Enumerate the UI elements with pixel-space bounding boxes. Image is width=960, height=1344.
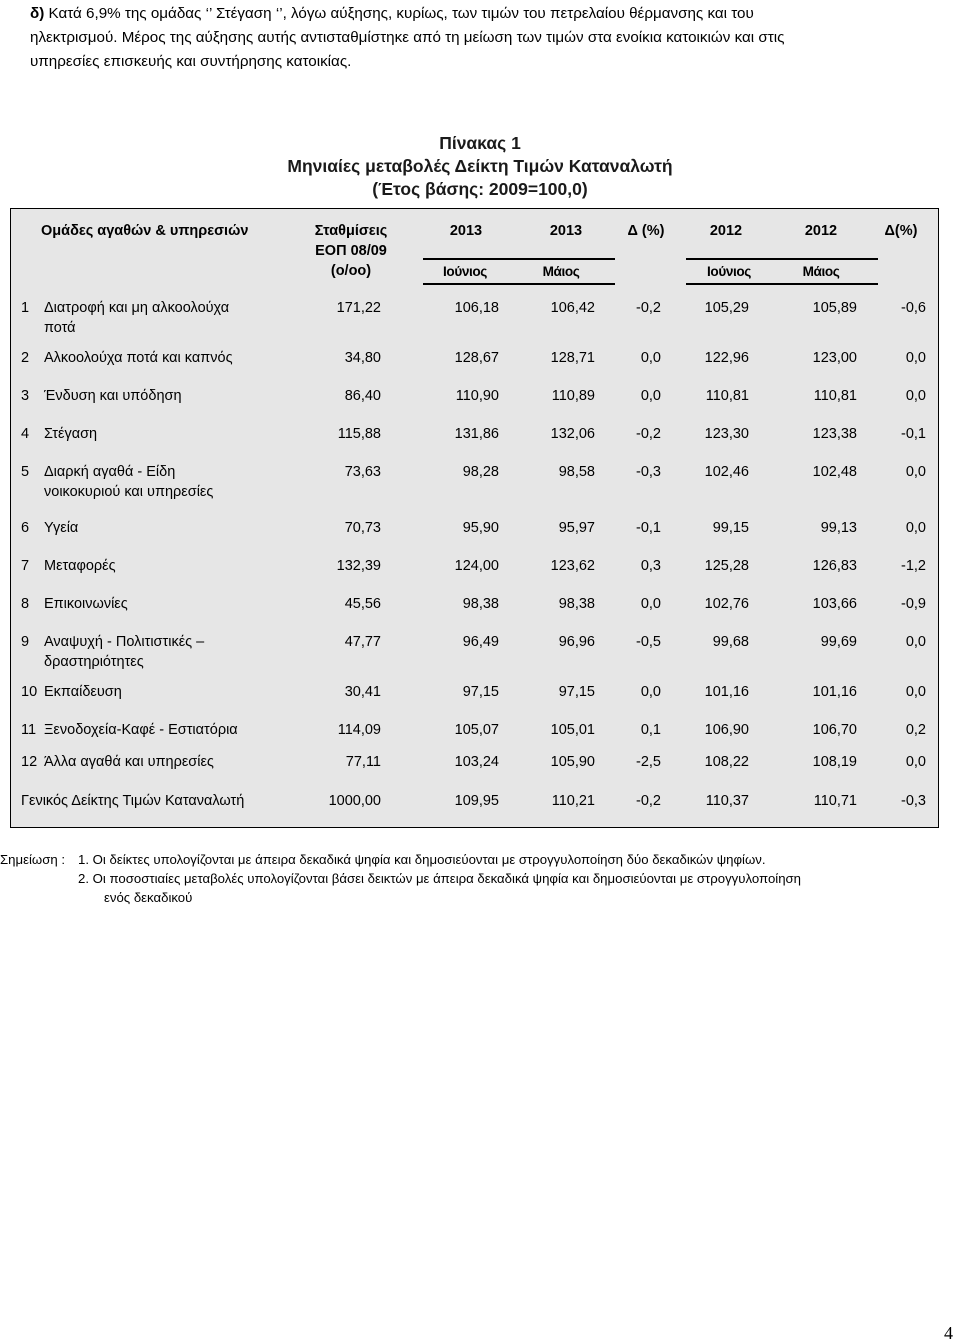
note-2-line-2: ενός δεκαδικού [104, 890, 193, 905]
row-value-jun13: 128,67 [454, 350, 499, 366]
row-value-d2: 0,2 [905, 722, 926, 738]
header-2013-may: 2013 [549, 223, 583, 239]
row-number: 3 [21, 388, 30, 404]
row-value-may12: 99,13 [820, 520, 857, 536]
intro-paragraph [30, 2, 958, 74]
row-value-d2: -1,2 [901, 558, 926, 574]
row-value-weight: 34,80 [344, 350, 381, 366]
row-value-d1: 0,0 [640, 350, 661, 366]
row-number: 10 [21, 684, 38, 700]
row-value-d1: 0,1 [640, 722, 661, 738]
row-value-d1: 0,3 [640, 558, 661, 574]
row-value-may12: 106,70 [812, 722, 857, 738]
note-1: 1. Οι δείκτες υπολογίζονται με άπειρα δεκαδικά ψηφία και δημοσιεύονται με στρογγυλοποίηση δύο δεκαδικών ψηφίων. [78, 852, 766, 867]
header-rule-2013 [423, 258, 615, 260]
row-value-jun13: 97,15 [462, 684, 499, 700]
row-number: 12 [21, 754, 38, 770]
row-number: 5 [21, 464, 30, 480]
row-value-jun13: 124,00 [454, 558, 499, 574]
row-value-may13: 110,89 [551, 388, 595, 404]
header-weights-3: (ο/οο) [330, 263, 372, 279]
total-delta-2012: -0,3 [901, 793, 926, 809]
row-value-d2: -0,9 [901, 596, 926, 612]
row-value-weight: 171,22 [336, 300, 381, 316]
row-value-jun13: 98,38 [462, 596, 499, 612]
row-value-d2: 0,0 [905, 520, 926, 536]
row-value-weight: 47,77 [344, 634, 381, 650]
row-group-name: Υγεία [44, 520, 79, 536]
row-group-name-cont: ποτά [44, 320, 76, 336]
row-value-may13: 132,06 [550, 426, 595, 442]
header-weights-2: ΕΟΠ 08/09 [315, 243, 387, 259]
row-value-weight: 73,63 [344, 464, 381, 480]
row-value-jun12: 110,81 [705, 388, 749, 404]
row-value-jun12: 123,30 [704, 426, 749, 442]
intro-line-2: ηλεκτρισμού. Μέρος της αύξησης αυτής αντισταθμίστηκε από τη μείωση των τιμών στα ενοίκια κατοικιών και στις [30, 29, 785, 46]
table-title-line-3: (Έτος βάσης: 2009=100,0) [372, 179, 588, 199]
row-value-d1: -2,5 [636, 754, 661, 770]
row-group-name: Διαρκή αγαθά - Είδη [44, 464, 176, 480]
row-number: 2 [21, 350, 30, 366]
row-value-jun13: 131,86 [454, 426, 499, 442]
header-2012-june: 2012 [709, 223, 743, 239]
header-rule-2012-bottom [686, 283, 878, 285]
row-value-may12: 101,16 [812, 684, 857, 700]
row-value-may12: 102,48 [812, 464, 857, 480]
row-value-may13: 106,42 [550, 300, 595, 316]
table-title-line-2: Μηνιαίες μεταβολές Δείκτη Τιμών Καταναλωτή [287, 156, 673, 176]
row-group-name: Ξενοδοχεία-Καφέ - Εστιατόρια [44, 722, 238, 738]
row-number: 11 [21, 722, 37, 738]
total-may-2012: 110,71 [813, 793, 857, 809]
row-value-may12: 105,89 [812, 300, 857, 316]
row-group-name-cont: νοικοκυριού και υπηρεσίες [44, 484, 214, 500]
header-delta-2012: Δ(%) [884, 223, 918, 239]
header-may-2012: Μάιος [802, 264, 840, 279]
row-value-d2: 0,0 [905, 388, 926, 404]
row-value-may13: 98,58 [558, 464, 595, 480]
row-value-may13: 105,90 [550, 754, 595, 770]
row-value-may13: 97,15 [558, 684, 595, 700]
row-value-weight: 115,88 [337, 426, 381, 442]
intro-label: δ) [30, 5, 45, 22]
row-value-jun12: 105,29 [704, 300, 749, 316]
row-group-name: Εκπαίδευση [44, 684, 122, 700]
row-value-d1: -0,5 [636, 634, 661, 650]
row-value-jun13: 96,49 [462, 634, 499, 650]
header-rule-2013-bottom [423, 283, 615, 285]
row-group-name: Στέγαση [44, 426, 98, 442]
row-value-may12: 110,81 [813, 388, 857, 404]
row-value-d1: 0,0 [640, 596, 661, 612]
row-value-d1: 0,0 [640, 684, 661, 700]
header-may-2013: Μάιος [542, 264, 580, 279]
header-rule-2012 [686, 258, 878, 260]
row-value-jun13: 98,28 [462, 464, 499, 480]
row-value-jun12: 102,46 [704, 464, 749, 480]
row-number: 8 [21, 596, 30, 612]
row-group-name: Ένδυση και υπόδηση [44, 388, 182, 404]
row-value-may13: 96,96 [558, 634, 595, 650]
row-value-weight: 132,39 [336, 558, 381, 574]
row-value-jun12: 99,68 [712, 634, 749, 650]
row-value-d1: -0,3 [636, 464, 661, 480]
row-value-weight: 45,56 [344, 596, 381, 612]
row-value-jun13: 105,07 [454, 722, 499, 738]
row-value-may12: 126,83 [812, 558, 857, 574]
row-value-d1: -0,2 [636, 300, 661, 316]
row-value-d2: -0,1 [901, 426, 926, 442]
total-weight: 1000,00 [328, 793, 381, 809]
note-2-line-1: 2. Οι ποσοστιαίες μεταβολές υπολογίζονται βάσει δεικτών με άπειρα δεκαδικά ψηφία και δημοσιεύονται με στρογγυλοποίηση [78, 871, 802, 886]
row-value-d2: 0,0 [905, 684, 926, 700]
row-value-jun12: 99,15 [712, 520, 749, 536]
header-2013-june: 2013 [449, 223, 483, 239]
row-group-name: Άλλα αγαθά και υπηρεσίες [44, 754, 214, 770]
total-delta-2013: -0,2 [636, 793, 661, 809]
intro-line-3: υπηρεσίες επισκευής και συντήρησης κατοικίας. [30, 53, 352, 70]
row-value-may13: 95,97 [558, 520, 595, 536]
row-group-name: Αλκοολούχα ποτά και καπνός [44, 350, 233, 366]
row-value-jun13: 106,18 [454, 300, 499, 316]
row-value-d1: -0,2 [636, 426, 661, 442]
total-june-2012: 110,37 [705, 793, 749, 809]
header-weights-1: Σταθμίσεις [314, 223, 388, 239]
intro-line-1: Κατά 6,9% της ομάδας ‘’ Στέγαση ‘’, λόγω αύξησης, κυρίως, των τιμών του πετρελαίου θέρμανσης και του [48, 5, 754, 22]
row-value-d2: 0,0 [905, 634, 926, 650]
row-value-may12: 99,69 [820, 634, 857, 650]
row-value-may13: 98,38 [558, 596, 595, 612]
row-value-jun12: 122,96 [704, 350, 749, 366]
row-value-weight: 114,09 [337, 722, 381, 738]
row-value-jun13: 95,90 [462, 520, 499, 536]
row-group-name: Μεταφορές [44, 558, 116, 574]
row-value-d1: 0,0 [640, 388, 661, 404]
row-value-weight: 86,40 [344, 388, 381, 404]
header-delta-2013: Δ (%) [627, 223, 665, 239]
table-title-line-1: Πίνακας 1 [439, 133, 521, 153]
header-groups: Ομάδες αγαθών & υπηρεσιών [41, 223, 249, 239]
row-value-jun12: 101,16 [704, 684, 749, 700]
row-value-may12: 123,00 [812, 350, 857, 366]
row-value-weight: 70,73 [344, 520, 381, 536]
row-value-jun12: 125,28 [704, 558, 749, 574]
row-value-jun12: 102,76 [704, 596, 749, 612]
row-value-d2: -0,6 [901, 300, 926, 316]
row-group-name: Επικοινωνίες [44, 596, 128, 612]
row-value-may12: 108,19 [812, 754, 857, 770]
row-number: 9 [21, 634, 30, 650]
row-value-d1: -0,1 [636, 520, 661, 536]
row-value-may13: 128,71 [550, 350, 595, 366]
total-june-2013: 109,95 [454, 793, 499, 809]
row-value-may13: 105,01 [550, 722, 595, 738]
table-title [0, 132, 960, 201]
row-number: 1 [21, 300, 30, 316]
row-value-d2: 0,0 [905, 464, 926, 480]
notes-label: Σημείωση : [0, 852, 65, 867]
row-value-weight: 77,11 [345, 754, 381, 770]
header-2012-may: 2012 [804, 223, 838, 239]
row-value-jun12: 108,22 [704, 754, 749, 770]
page-number: 4 [944, 1323, 953, 1343]
row-group-name: Αναψυχή - Πολιτιστικές – [44, 634, 205, 650]
row-value-jun13: 110,90 [455, 388, 499, 404]
row-number: 6 [21, 520, 30, 536]
row-value-d2: 0,0 [905, 754, 926, 770]
row-value-jun13: 103,24 [454, 754, 499, 770]
header-june-2012: Ιούνιος [707, 264, 751, 279]
row-number: 4 [21, 426, 30, 442]
row-group-name: Διατροφή και μη αλκοολούχα [44, 300, 230, 316]
total-may-2013: 110,21 [551, 793, 595, 809]
cpi-table [10, 208, 939, 828]
row-value-may12: 123,38 [812, 426, 857, 442]
row-number: 7 [21, 558, 30, 574]
row-value-may13: 123,62 [550, 558, 595, 574]
row-group-name-cont: δραστηριότητες [44, 654, 144, 670]
header-june-2013: Ιούνιος [443, 264, 487, 279]
row-value-d2: 0,0 [905, 350, 926, 366]
total-name: Γενικός Δείκτης Τιμών Καταναλωτή [21, 793, 245, 809]
row-value-jun12: 106,90 [704, 722, 749, 738]
row-value-weight: 30,41 [344, 684, 381, 700]
row-value-may12: 103,66 [812, 596, 857, 612]
